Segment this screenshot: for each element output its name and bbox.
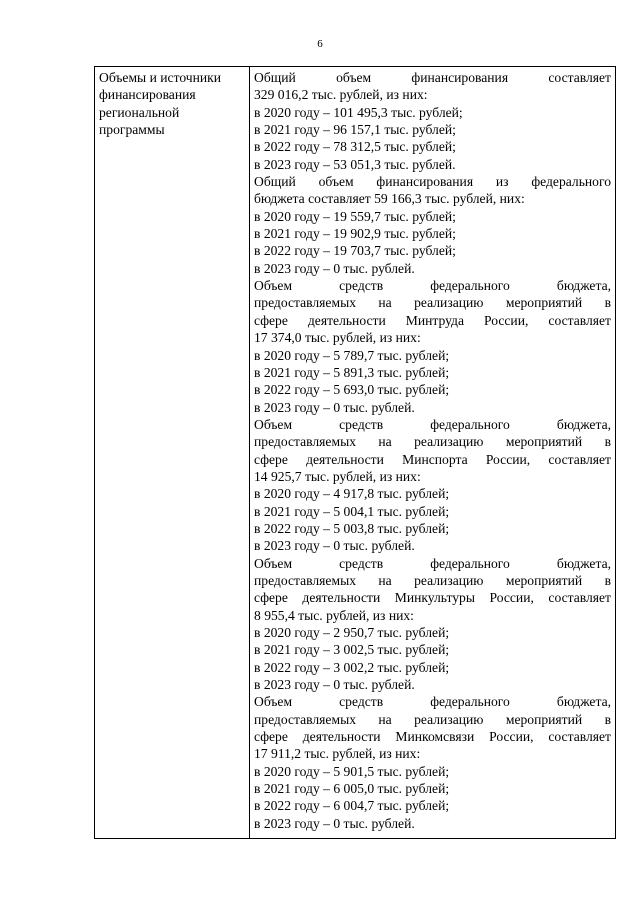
financing-detail-line: в 2023 году – 53 051,3 тыс. рублей. [254, 156, 456, 172]
financing-detail-line: в 2020 году – 101 495,3 тыс. рублей; [254, 104, 463, 120]
financing-detail-line: Объем средств федерального бюджета, [254, 416, 611, 432]
financing-detail-line: в 2020 году – 4 917,8 тыс. рублей; [254, 486, 450, 502]
financing-detail-line: в 2021 году – 5 891,3 тыс. рублей; [254, 364, 450, 380]
financing-detail-line: Объем средств федерального бюджета, [254, 555, 611, 571]
financing-detail-line: в 2022 году – 19 703,7 тыс. рублей; [254, 243, 456, 259]
financing-detail-line: в 2022 году – 6 004,7 тыс. рублей; [254, 798, 450, 814]
financing-detail-line: в 2020 году – 19 559,7 тыс. рублей; [254, 208, 456, 224]
financing-detail-line: Общий объем финансирования составляет [254, 70, 611, 85]
financing-detail-line: в 2021 году – 19 902,9 тыс. рублей; [254, 226, 456, 242]
financing-table [94, 66, 616, 839]
financing-detail-line: в 2020 году – 5 901,5 тыс. рублей; [254, 763, 450, 779]
financing-detail-line: 329 016,2 тыс. рублей, из них: [254, 87, 428, 103]
financing-label-cell [95, 67, 250, 839]
financing-detail-line: предоставляемых на реализацию мероприятий в [254, 572, 611, 588]
financing-detail-line: бюджета составляет 59 166,3 тыс. рублей, них: [254, 191, 525, 207]
financing-details-cell [250, 67, 616, 839]
financing-detail-line: в 2023 году – 0 тыс. рублей. [254, 260, 415, 276]
financing-detail-line: сфере деятельности Минкультуры России, составляет [254, 590, 611, 606]
financing-detail-line: 14 925,7 тыс. рублей, из них: [254, 468, 421, 484]
financing-detail-line: в 2022 году – 5 693,0 тыс. рублей; [254, 382, 450, 398]
financing-detail-line: в 2022 году – 5 003,8 тыс. рублей; [254, 520, 450, 536]
financing-detail-line: предоставляемых на реализацию мероприятий в [254, 434, 611, 450]
financing-detail-line: 17 911,2 тыс. рублей, из них: [254, 746, 421, 762]
financing-detail-line: в 2020 году – 2 950,7 тыс. рублей; [254, 625, 450, 640]
financing-detail-line: в 2022 году – 3 002,2 тыс. рублей; [254, 659, 450, 675]
financing-detail-line: в 2023 году – 0 тыс. рублей. [254, 538, 415, 554]
label-line: программы [99, 122, 165, 138]
financing-detail-line: в 2022 году – 78 312,5 тыс. рублей; [254, 139, 456, 155]
financing-detail-line: предоставляемых на реализацию мероприятий в [254, 295, 611, 311]
label-line: Объемы и источники [99, 70, 222, 85]
financing-detail-line: предоставляемых на реализацию мероприятий в [254, 711, 611, 727]
financing-detail-line: в 2023 году – 0 тыс. рублей. [254, 677, 415, 693]
financing-detail-line: в 2021 году – 96 157,1 тыс. рублей; [254, 122, 456, 138]
financing-detail-line: в 2021 году – 5 004,1 тыс. рублей; [254, 503, 450, 519]
financing-detail-line: в 2023 году – 0 тыс. рублей. [254, 815, 415, 831]
financing-detail-line: Объем средств федерального бюджета, [254, 278, 611, 294]
financing-detail-line: сфере деятельности Минтруда России, составляет [254, 312, 611, 328]
financing-detail-line: сфере деятельности Минспорта России, составляет [254, 451, 611, 467]
financing-detail-line: Общий объем финансирования из федерального [254, 174, 611, 190]
financing-detail-line: в 2023 году – 0 тыс. рублей. [254, 399, 415, 415]
financing-detail-line: 8 955,4 тыс. рублей, из них: [254, 607, 414, 623]
financing-detail-line: Объем средств федерального бюджета, [254, 694, 611, 710]
table-row [95, 67, 616, 839]
page-number: 6 [317, 38, 323, 50]
financing-detail-line: в 2021 году – 6 005,0 тыс. рублей; [254, 781, 450, 797]
financing-detail-line: в 2021 году – 3 002,5 тыс. рублей; [254, 642, 450, 658]
financing-detail-line: в 2020 году – 5 789,7 тыс. рублей; [254, 347, 450, 363]
label-line: финансирования [99, 87, 196, 103]
financing-detail-line: сфере деятельности Минкомсвязи России, составляет [254, 729, 611, 745]
label-line: региональной [99, 104, 180, 120]
financing-detail-line: 17 374,0 тыс. рублей, из них: [254, 330, 421, 346]
